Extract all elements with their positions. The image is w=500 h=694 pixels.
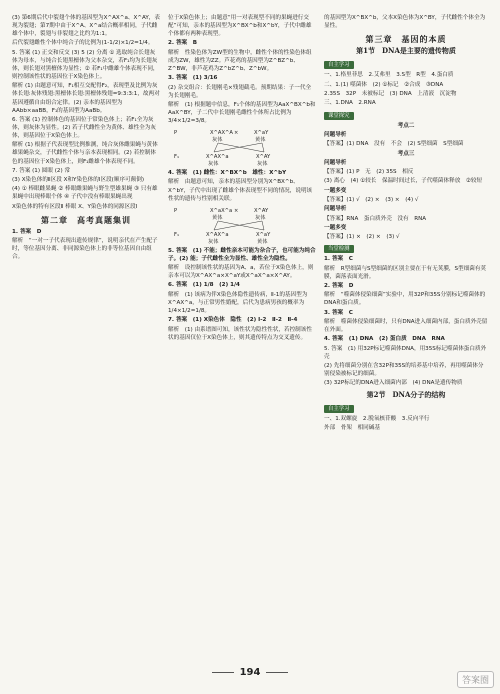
answer-line: 2. 答案 D (324, 283, 354, 290)
line: 【答案】(1) √ (2) × (3) × (4) √ (324, 196, 419, 203)
answer-line: 5. 答案 (1) 不能；雌性亲本可能为杂合子，也可能为纯合子。(2) 能；子代雌性全为显性、雄性全为隐性。 (168, 247, 316, 262)
cross-lines (168, 127, 316, 167)
genotype: X^AX^a (206, 154, 229, 161)
line: 三、1.DNA 2.RNA (324, 100, 376, 107)
paragraph: (3) 第6期后代中裂翅个体的基因型为X^AX^a、X^AY，表现为裂翅；第7期中由于X^A、X^a结合概率相同，子代雌雄个体中，裂翅与非裂翅之比约为1:1。 (12, 15, 160, 38)
phenotype: 黄体 (212, 214, 223, 221)
q-title: 一题多变 (324, 187, 347, 194)
watermark-logo: 答案圈 (457, 671, 494, 688)
line: (3) 32P标记的DNA进入细菌内部 (4) DNA是遗传物质 (324, 380, 463, 387)
paragraph: 的基因型为X^BX^b，父本X染色体为X^BY，子代雌性个体全为显性。 (324, 15, 486, 30)
answer-line: 6. 答案 (1) 1/8 (2) 1/4 (168, 282, 240, 289)
paragraph: (3) X染色体的Ⅱ区段 X和Y染色体的Ⅰ区段(顺序可颠倒) (12, 177, 145, 184)
section-tag: 自主学习 (324, 405, 354, 413)
paragraph: 解析 (1) 由题意可知，F₁相互交配得F₂，表现型及比例为灰体长翅:灰体残翅:黑檀体长翅:黑檀体残翅=9:3:3:1，故两对基因遵循自由组合定律。(2) 亲本的基因型为AAbb×aaBB，F₁的基因型为AaBb。 (12, 83, 160, 114)
answer-line: 2. 答案 B (168, 40, 198, 47)
paragraph: 后代裂翅雌性个体中纯合子的比例为(1-1/2)×1/2=1/4。 (12, 40, 154, 47)
line: 一、1.双螺旋 2.脱氧核苷酸 3.反向平行 (324, 415, 430, 422)
phenotype: 灰体 (212, 137, 223, 144)
line: 解析 噬菌体侵染细菌时，只有DNA进入细菌内部，蛋白质外壳留在外面。 (324, 319, 488, 334)
answer-line: 4. 答案 (1) DNA (2) 蛋白质 DNA RNA (324, 336, 445, 343)
paragraph: (4) ① 棒眼雌果蝇 ② 棒眼雌果蝇与野生型雄果蝇 ③ 只有雄果蝇中出现棒眼个体 ④ 子代中没有棒眼果蝇出现 (12, 186, 158, 201)
paragraph: (2) 杂交组合：长翅刚毛×残翅截毛。预期结果：子一代全为长翅刚毛。 (168, 84, 312, 99)
answer-line: 7. 答案 (1) X染色体 隐性 (2) Ⅰ-2 Ⅱ-2 Ⅱ-4 (168, 317, 298, 324)
answer-line: 3. 答案 C (324, 309, 353, 316)
paragraph: 解析 性染色体为ZW型的生物中，雌性个体的性染色体组成为ZW，雄性为ZZ。芦花鸡的基因型为Z^BZ^b、Z^BW，非芦花鸡为Z^bZ^b、Z^bW。 (168, 49, 312, 72)
page-number: 194 (0, 667, 500, 678)
column-middle (168, 14, 316, 343)
generation-label: F₁ (174, 154, 180, 161)
answer-line: 4. 答案 (1) 雌性：X^BX^b 雄性：X^bY (168, 170, 287, 177)
line: (3) 离心 (4) ①较长 保温时间过长，子代噬菌体释放 ②较短 (324, 178, 483, 185)
paragraph: X染色体的特有区段Ⅱ 棒眼 X、Y染色体的同源区段Ⅰ (12, 203, 138, 210)
paragraph: 6. 答案 (1) 控制体色的基因位于常染色体上；若F₁全为灰体，则灰体为显性。(2) 若子代雌性全为黄体、雄性全为灰体，则基因位于X染色体上。 (12, 116, 156, 140)
phenotype: 黄体 (257, 238, 268, 245)
phenotype: 黄体 (255, 137, 266, 144)
phenotype: 灰体 (255, 214, 266, 221)
phenotype: 灰体 (257, 161, 268, 168)
line: 2.35S 32P 未被标记 (3) DNA 上清液 沉淀物 (324, 91, 457, 98)
answer-line: 1. 答案 C (324, 256, 353, 263)
q-title: 问题导析 (324, 131, 347, 138)
section-tag: 课堂探究 (324, 112, 354, 120)
chapter-title: 第二章 高考真题集训 (41, 214, 131, 225)
line: 解析 R型细菌与S型细菌的区别主要在于有无荚膜，S型细菌有荚膜，菌落表面光滑。 (324, 265, 487, 280)
line: 一、1.格里菲思 2.艾弗里 3.S型 R型 4.蛋白质 (324, 72, 454, 79)
line: 【答案】(1) P 无 (2) 35S 相反 (324, 169, 414, 176)
q-title: 问题导析 (324, 206, 347, 213)
section-tag: 自主学习 (324, 61, 354, 69)
cross-diagram-1: P X^AX^A 灰体 × X^aY 黄体 F₁ X^AX^a 灰体 X^AY 灰体 (168, 127, 316, 167)
paragraph: 位于X染色体上；由题意“用一对表现型不同的果蝇进行交配”可知，亲本的基因型为X^BX^b和X^bY，子代中雌雄个体都有两种表现型。 (168, 15, 312, 38)
line: 解析 “噬菌体侵染细菌”实验中，用32P和35S分别标记噬菌体的DNA和蛋白质。 (324, 292, 486, 307)
paragraph: 7. 答案 (1) 圆眼 (2) 常 (12, 167, 71, 174)
column-left (12, 14, 160, 263)
section-title: 第1节 DNA是主要的遗传物质 (356, 46, 456, 56)
genotype: X^AY (256, 154, 271, 161)
generation-label: F₁ (174, 231, 180, 238)
generation-label: P (174, 207, 178, 214)
kp-title: 考点三 (397, 150, 415, 157)
line: 【答案】(1) × (2) × (3) √ (324, 234, 400, 241)
genotype: X^AX^A (210, 130, 233, 137)
line: 外部 骨架 相同碱基 (324, 425, 380, 431)
line: 二、1.(1) 噬菌体 (2) ①标记 ②合成 ③DNA (324, 81, 444, 88)
genotype: X^AX^a (206, 231, 229, 238)
answer-line: 3. 答案 (1) 3/16 (168, 75, 218, 82)
paragraph: 解析 由题意可知，亲本的基因型分别为X^BX^b、X^bY，子代中出现了雌雄个体表现型不同的情况，说明该性状的遗传与性别相关联。 (168, 179, 313, 202)
answer-line: 1. 答案 D (12, 228, 42, 235)
column-right (324, 14, 488, 433)
genotype: X^aY (254, 130, 269, 137)
cross-diagram-2: P X^aX^a 黄体 × X^AY 灰体 F₁ X^AX^a 灰体 X^aY 黄体 (168, 205, 316, 245)
genotype: X^aX^a (210, 207, 233, 214)
line: 5. 答案 (1) 用32P标记噬菌体DNA，用35S标记噬菌体蛋白质外壳 (324, 345, 487, 360)
line: 【答案】(1) DNA 没有 不会 (2) S型细菌 S型细菌 (324, 141, 464, 148)
q-title: 问题导析 (324, 159, 347, 166)
phenotype: 灰体 (208, 238, 219, 245)
paragraph: 5. 答案 (1) 正交和反交 (3) 5 (2) 分离 ① 选取纯合长翅灰体为母本，与纯合长翅黑檀体为父本杂交，若F₁均为长翅灰体，则长翅对黑檀体为显性；② 若F₁中雌雄个体表现不同，则控制该性状的基因位于X染色体上。 (12, 49, 159, 81)
genotype: X^aY (256, 231, 271, 238)
chapter-title: 第三章 基因的本质 (365, 34, 447, 45)
cross-lines (168, 205, 316, 245)
paragraph: 解析 (1) 由系谱图可知，该性状为隐性性状，若控制该性状的基因仅位于X染色体上，则其遗传特点为交叉遗传。 (168, 326, 312, 341)
paragraph: 解析 (1) 根据题中信息，F₁个体的基因型为AaX^BX^b和AaX^BY，子二代中长翅刚毛雌性个体所占比例为3/4×1/2=3/8。 (168, 101, 316, 125)
line: (2) 先将细菌分别在含32P和35S的培养基中培养，再用噬菌体分别侵染被标记的细菌。 (324, 363, 484, 378)
kp-title: 考点二 (397, 122, 415, 129)
generation-label: P (174, 130, 178, 137)
analysis-line: 解析 “一对一子代表现出遗传规律”，说明亲代在产生配子时，等位基因分离、非同源染色体上的非等位基因自由组合。 (12, 238, 158, 261)
paragraph: 解析 (1) 根据子代表现型比例推测，纯合灰体雌果蝇与黄体雄果蝇杂交，子代雌性个体与亲本表现相同。(2) 若控制体色的基因位于X染色体上，则F₁雌雄个体表现不同。 (12, 142, 158, 165)
line: 【答案】RNA 蛋白质外壳 没有 RNA (324, 215, 427, 222)
phenotype: 灰体 (208, 161, 219, 168)
genotype: X^AY (254, 207, 269, 214)
section-tag: 当堂检测 (324, 245, 354, 253)
paragraph: 解析 设控制该性状的基因为A、a，若位于X染色体上，则亲本可以为X^AX^a×X^aY或X^aX^a×X^AY。 (168, 265, 314, 280)
q-title: 一题多变 (324, 224, 347, 231)
section-title: 第2节 DNA分子的结构 (366, 389, 446, 399)
paragraph: 解析 (1) 该病为伴X染色体隐性遗传病，Ⅱ-1的基因型为X^AX^a，与正常男性婚配，后代为患病男孩的概率为1/4×1/2=1/8。 (168, 291, 308, 314)
